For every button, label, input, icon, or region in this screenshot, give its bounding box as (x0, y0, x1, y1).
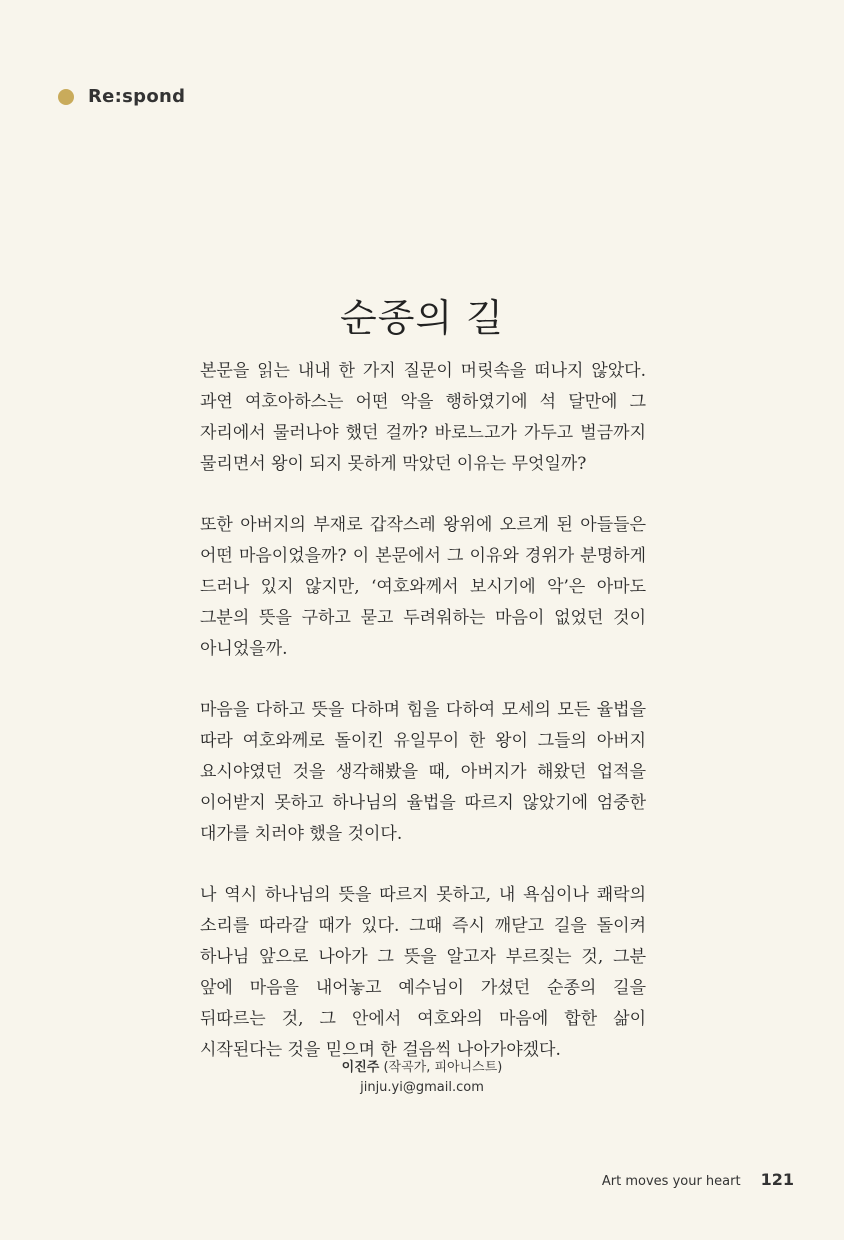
page-footer (602, 1170, 794, 1189)
page-number: 121 (760, 1170, 794, 1189)
author-name: 이진주 (341, 1060, 380, 1075)
paragraph-2: 또한 아버지의 부재로 갑작스레 왕위에 오르게 된 아들들은 어떤 마음이었을까? 이 본문에서 그 이유와 경위가 분명하게 드러나 있지 않지만, ‘여호와께서 보시기에 악’은 아마도 그분의 뜻을 구하고 묻고 두려워하는 마음이 없었던 것이 아니었을까. (200, 515, 646, 659)
magazine-tagline: Art moves your heart (601, 1174, 741, 1189)
paragraph-1: 본문을 읽는 내내 한 가지 질문이 머릿속을 떠나지 않았다. 과연 여호아하스는 어떤 악을 행하였기에 석 달만에 그 자리에서 물러나야 했던 걸까? 바로느고가 가두고 벌금까지 물리면서 왕이 되지 못하게 막았던 이유는 무엇일까? (200, 361, 646, 474)
section-label: Re:spond (88, 86, 186, 107)
author-role: (작곡가, 피아니스트) (383, 1060, 503, 1075)
article-title: 순종의 길 (340, 296, 504, 341)
author-block (0, 1058, 844, 1098)
paragraph-4: 나 역시 하나님의 뜻을 따르지 못하고, 내 욕심이나 쾌락의 소리를 따라갈 때가 있다. 그때 즉시 깨닫고 길을 돌이켜 하나님 앞으로 나아가 그 뜻을 알고자 부르짖는 것, 그분 앞에 마음을 내어놓고 예수님이 가셨던 순종의 길을 뒤따르는 것, 그 안에서 여호와의 마음에 합한 삶이 시작된다는 것을 믿으며 한 걸음씩 나아가야겠다. (200, 885, 646, 1060)
author-email: jinju.yi@gmail.com (360, 1080, 484, 1095)
section-dot-icon (58, 89, 74, 105)
section-tag (58, 86, 185, 107)
article-body (200, 356, 646, 1096)
author-line (0, 1058, 844, 1078)
paragraph-3: 마음을 다하고 뜻을 다하며 힘을 다하여 모세의 모든 율법을 따라 여호와께로 돌이킨 유일무이 한 왕이 그들의 아버지 요시야였던 것을 생각해봤을 때, 아버지가 해왔던 업적을 이어받지 못하고 하나님의 율법을 따르지 않았기에 엄중한 대가를 치러야 했을 것이다. (200, 700, 646, 844)
